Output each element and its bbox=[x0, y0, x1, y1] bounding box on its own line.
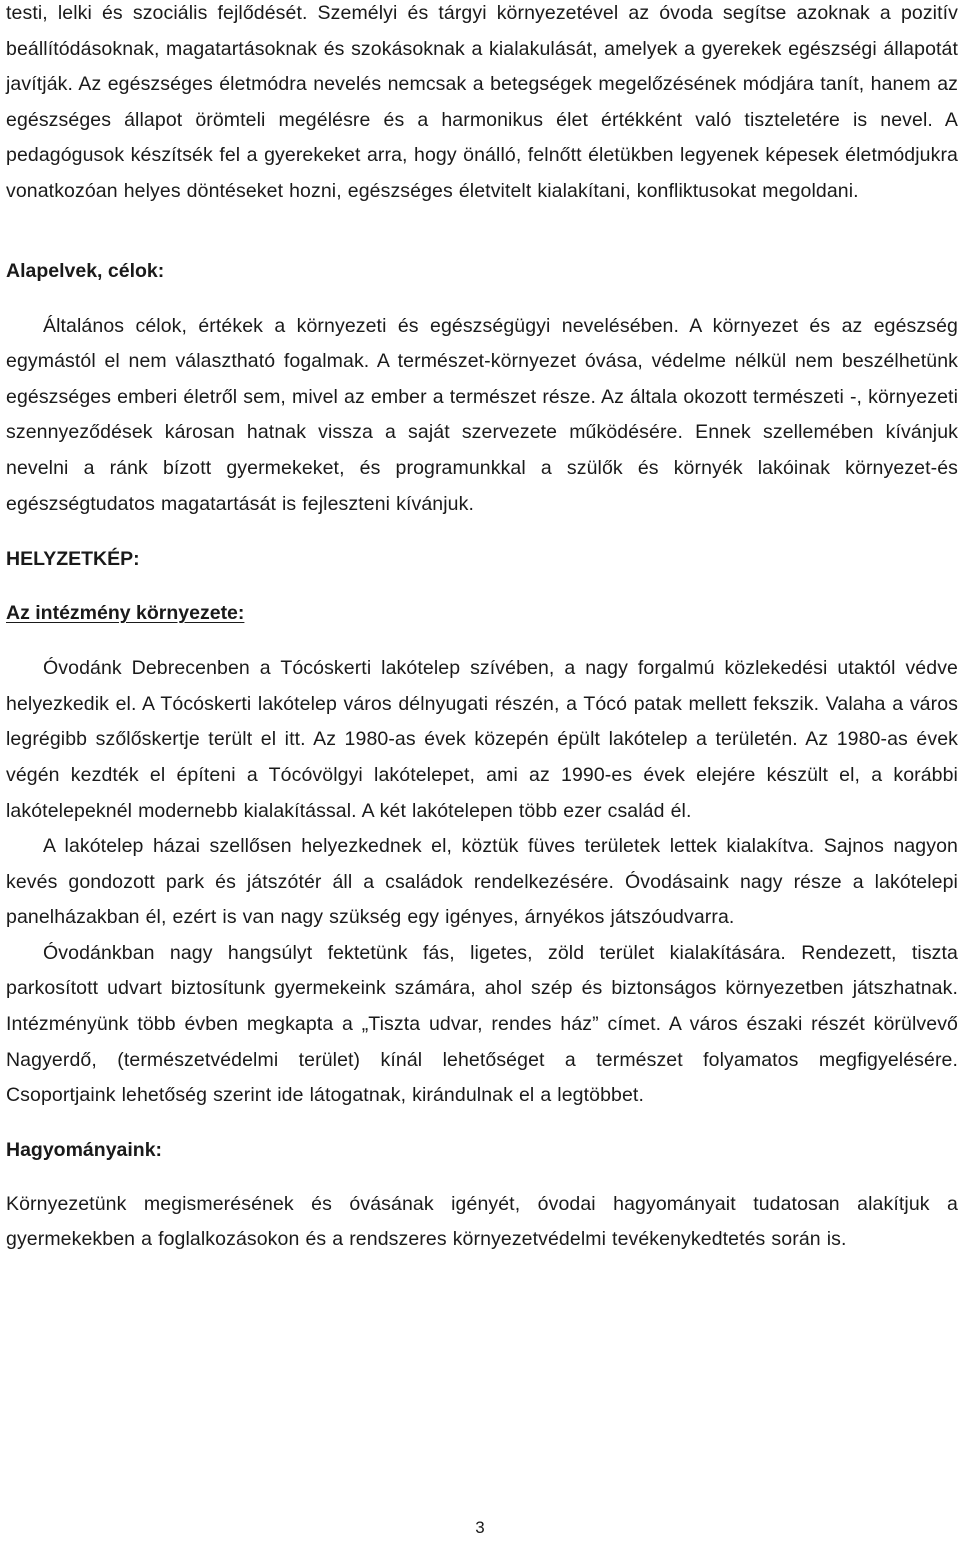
traditions-heading: Hagyományaink: bbox=[6, 1138, 163, 1161]
environment-paragraph-2: A lakótelep házai szellősen helyezkednek el, köztük füves területek lettek kialakítva. Sajnos nagyon kevés gondozott park és játszótér áll a családok rendelkezésére. Óvodásaink nagy része a lakótelepi panelházakban él, ezért is van nagy szükség egy igényes, árnyékos játszóudvarra. bbox=[6, 835, 958, 929]
document-page bbox=[6, 0, 958, 1258]
principles-heading: Alapelvek, célok: bbox=[6, 259, 165, 282]
environment-paragraph-3: Óvodánkban nagy hangsúlyt fektetünk fás, ligetes, zöld terület kialakítására. Rendezett, tiszta parkosított udvart biztosítunk gyermekeink számára, ahol szép és biztonságos környezetben játszhatnak. Intézményünk több évben megkapta a „Tiszta udvar, rendes ház” címet. A város északi részét körülvevő Nagyerdő, (természetvédelmi terület) kínál lehetőséget a természet folyamatos megfigyelésére. Csoportjaink lehetőség szerint ide látogatnak, kirándulnak el a legtöbbet. bbox=[6, 941, 958, 1107]
page-number: 3 bbox=[475, 1518, 485, 1537]
situation-heading: HELYZETKÉP: bbox=[6, 548, 140, 571]
traditions-paragraph: Környezetünk megismerésének és óvásának igényét, óvodai hagyományait tudatosan alakítjuk a gyermekekben a foglalkozásokon és a rendszeres környezetvédelmi tevékenykedtetés során is. bbox=[6, 1192, 958, 1251]
principles-paragraph: Általános célok, értékek a környezeti és egészségügyi nevelésében. A környezet és az egészség egymástól el nem választható fogalmak. A természet-környezet óvása, védelme nélkül nem beszélhetünk egészséges emberi életről sem, mivel az ember a természet része. Az általa okozott természeti -, környezeti szennyeződések károsan hatnak vissza a saját szervezete működésére. Ennek szellemében kívánjuk nevelni a ránk bízott gyermekeket, és programunkkal a szülők és környék lakóinak környezet-és egészségtudatos magatartását is fejleszteni kívánjuk. bbox=[6, 314, 958, 515]
environment-subheading: Az intézmény környezete: bbox=[6, 602, 245, 625]
environment-paragraph-1: Óvodánk Debrecenben a Tócóskerti lakótelep szívében, a nagy forgalmú közlekedési utaktól védve helyezkedik el. A Tócóskerti lakótelep város délnyugati részén, a Tócó patak mellett fekszik. Valaha a város legrégibb szőlőskertje terült el itt. Az 1980-as évek közepén épült lakótelep a területén. Az 1980-as évek végén kezdték el építeni a Tócóvölgyi lakótelepet, ami az 1990-es évek elejére készült el, a korábbi lakótelepeknél modernebb kialakítással. A két lakótelepen több ezer család él. bbox=[6, 657, 958, 822]
intro-paragraph: testi, lelki és szociális fejlődését. Személyi és tárgyi környezetével az óvoda segítse azoknak a pozitív beállítódásoknak, magatartásoknak és szokásoknak a kialakulását, amelyek a gyerekek egészségi állapotát javítják. Az egészséges életmódra nevelés nemcsak a betegségek megelőzésének módjára tanít, hanem az egészséges állapot örömteli megélésre és a harmonikus élet értékként való tiszteletére is nevel. A pedagógusok készítsék fel a gyerekeket arra, hogy önálló, felnőtt életükben legyenek képesek életmódjukra vonatkozóan helyes döntéseket hozni, egészséges életvitelt kialakítani, konfliktusokat megoldani. bbox=[6, 2, 958, 202]
